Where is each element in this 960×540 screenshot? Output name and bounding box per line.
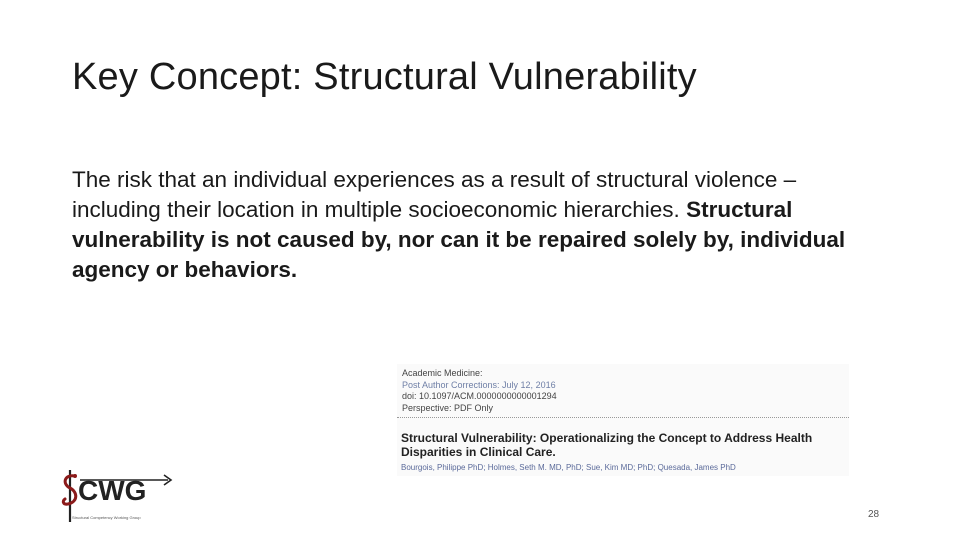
citation-meta: [397, 364, 849, 414]
body-text: [72, 165, 862, 285]
citation-image: [397, 364, 849, 476]
citation-authors: [401, 463, 847, 473]
logo-tagline: Structural Competency Working Group: [72, 515, 141, 520]
citation-perspective: Perspective: PDF Only: [402, 402, 494, 413]
body-text-bold: Structural vulnerability is not caused by, nor can it be repaired solely by, individual agency or behaviors.: [72, 197, 846, 282]
citation-author: ; Holmes, Seth M. MD, PhD: [483, 463, 582, 472]
citation-author: ; Sue, Kim MD: [581, 463, 634, 472]
page-number: 28: [868, 509, 880, 520]
slide-title: Key Concept: Structural Vulnerability: [72, 56, 697, 98]
citation-title: Structural Vulnerability: Operationalizing the Concept to Address Health Disparities in Clinical Care.: [401, 431, 813, 459]
citation-author: ; Quesada, James PhD: [653, 463, 736, 472]
cwg-logo: [60, 466, 180, 524]
citation-doi: doi: 10.1097/ACM.0000000000001294: [402, 391, 557, 401]
body-text-normal: The risk that an individual experiences as a result of structural violence – including their location in multiple socioeconomic hierarchies.: [72, 167, 797, 222]
citation-author: ; PhD: [633, 463, 654, 472]
citation-corrections: Post Author Corrections: July 12, 2016: [402, 379, 556, 390]
citation-journal: Academic Medicine:: [402, 368, 483, 378]
citation-author: Bourgois, Philippe PhD: [401, 463, 484, 472]
citation-divider: [397, 417, 849, 418]
logo-text: CWG: [78, 475, 147, 506]
